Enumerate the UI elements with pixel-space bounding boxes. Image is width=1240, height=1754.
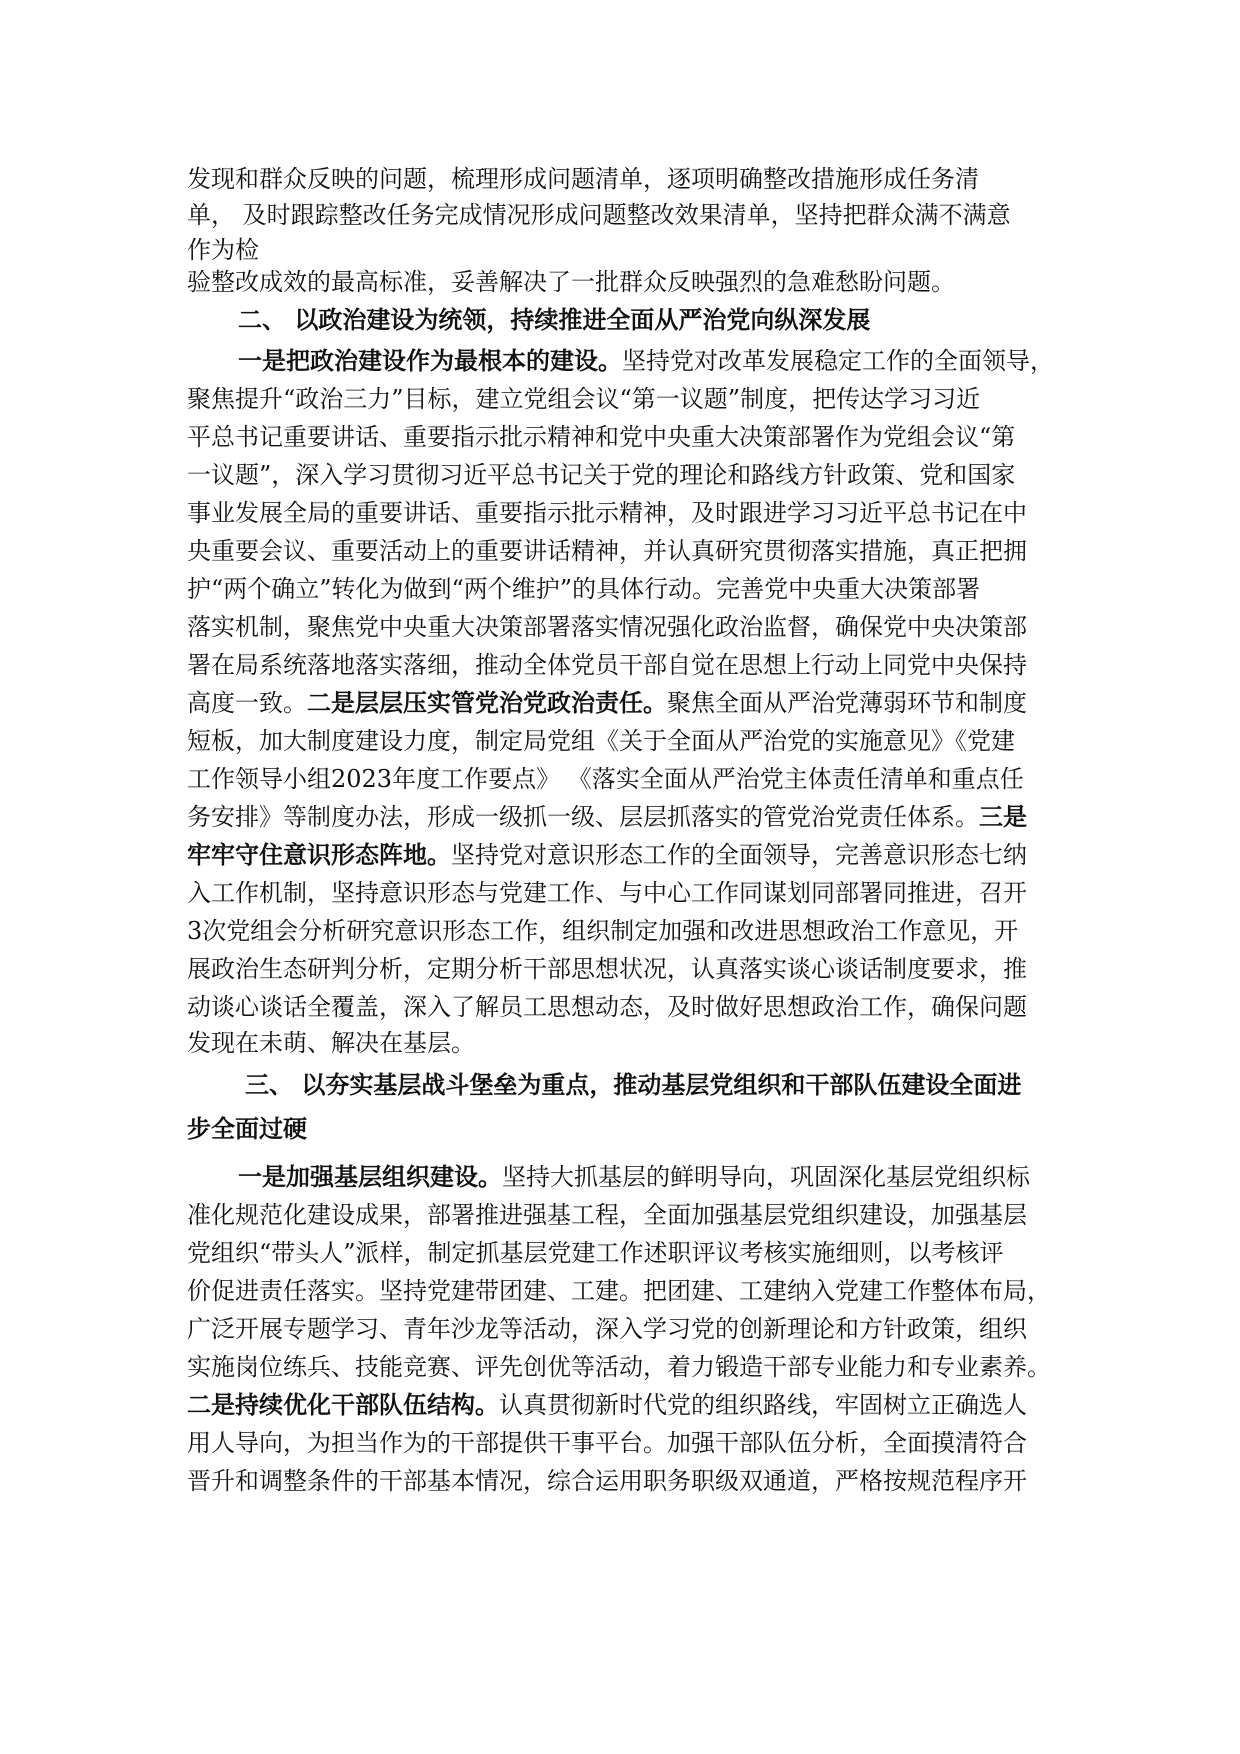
item-title: 一是加强基层组织建设。 [238, 1162, 502, 1191]
paragraph-line: 动谈心谈话全覆盖，深入了解员工思想动态，及时做好思想政治工作，确保问题 [187, 993, 1027, 1021]
paragraph-line: 用人导向，为担当作为的干部提供干事平台。加强干部队伍分析，全面摸清符合 [187, 1429, 1027, 1457]
paragraph-line: 党组织“带头人”派样，制定抓基层党建工作述职评议考核实施细则，以考核评 [187, 1239, 1004, 1267]
paragraph-line: 一议题”，深入学习贯彻习近平总书记关于党的理论和路线方针政策、党和国家 [187, 461, 1016, 489]
paragraph-line: 工作领导小组2023年度工作要点》 《落实全面从严治党主体责任清单和重点任 [187, 765, 1024, 793]
paragraph-line: 一是加强基层组织建设。坚持大抓基层的鲜明导向，巩固深化基层党组织标 [238, 1162, 1030, 1191]
item-title: 二是持续优化干部队伍结构。 [187, 1390, 499, 1419]
paragraph-line: 实施岗位练兵、技能竞赛、评先创优等活动，着力锻造干部专业能力和专业素养。 [187, 1353, 1051, 1381]
paragraph-line: 发现在未萌、解决在基层。 [187, 1029, 475, 1057]
paragraph-line: 准化规范化建设成果，部署推进强基工程，全面加强基层党组织建设，加强基层 [187, 1201, 1027, 1229]
paragraph-line: 作为检 [187, 236, 259, 264]
paragraph-line: 护“两个确立”转化为做到“两个维护”的具体行动。完善党中央重大决策部署 [187, 575, 981, 603]
paragraph-line: 聚焦提升“政治三力”目标，建立党组会议“第一议题”制度，把传达学习习近 [187, 385, 981, 413]
paragraph-line: 二是持续优化干部队伍结构。认真贯彻新时代党的组织路线，牢固树立正确选人 [187, 1390, 1027, 1419]
paragraph-line: 高度一致。二是层层压实管党治党政治责任。聚焦全面从严治党薄弱环节和制度 [187, 688, 1027, 717]
paragraph-line: 平总书记重要讲话、重要指示批示精神和党中央重大决策部署作为党组会议“第 [187, 423, 1016, 451]
item-title: 二是层层压实管党治党政治责任。 [307, 688, 667, 717]
paragraph-line: 入工作机制，坚持意识形态与党建工作、与中心工作同谋划同部署同推进，召开 [187, 879, 1027, 907]
paragraph-line: 短板，加大制度建设力度，制定局党组《关于全面从严治党的实施意见》《党建 [187, 727, 1015, 755]
item-title: 牢牢守住意识形态阵地。 [187, 840, 451, 869]
paragraph-line: 发现和群众反映的问题，梳理形成问题清单，逐项明确整改措施形成任务清 [187, 165, 979, 193]
paragraph-line: 牢牢守住意识形态阵地。坚持党对意识形态工作的全面领导，完善意识形态七纳 [187, 840, 1027, 869]
paragraph-line: 单， 及时跟踪整改任务完成情况形成问题整改效果清单，坚持把群众满不满意 [187, 201, 1011, 229]
paragraph-line: 央重要会议、重要活动上的重要讲话精神，并认真研究贯彻落实措施，真正把拥 [187, 537, 1027, 565]
paragraph-line: 广泛开展专题学习、青年沙龙等活动，深入学习党的创新理论和方针政策，组织 [187, 1315, 1027, 1343]
paragraph-line: 晋升和调整条件的干部基本情况，综合运用职务职级双通道，严格按规范程序开 [187, 1467, 1027, 1495]
paragraph-line: 事业发展全局的重要讲话、重要指示批示精神，及时跟进学习习近平总书记在中 [187, 499, 1027, 527]
section-heading-3-cont: 步全面过硬 [187, 1114, 307, 1143]
paragraph-line: 验整改成效的最高标准，妥善解决了一批群众反映强烈的急难愁盼问题。 [187, 268, 955, 296]
section-heading-2: 二、 以政治建设为统领，持续推进全面从严治党向纵深发展 [238, 305, 871, 334]
item-title: 三是 [979, 802, 1027, 831]
item-title: 一是把政治建设作为最根本的建设。 [238, 346, 622, 375]
paragraph-line: 展政治生态研判分析，定期分析干部思想状况，认真落实谈心谈话制度要求，推 [187, 955, 1027, 983]
paragraph-line: 落实机制，聚焦党中央重大决策部署落实情况强化政治监督，确保党中央决策部 [187, 613, 1027, 641]
paragraph-line: 3次党组会分析研究意识形态工作，组织制定加强和改进思想政治工作意见，开 [187, 917, 1019, 945]
section-heading-3: 三、 以夯实基层战斗堡垒为重点，推动基层党组织和干部队伍建设全面进 [245, 1070, 1022, 1099]
paragraph-line: 一是把政治建设作为最根本的建设。坚持党对改革发展稳定工作的全面领导， [238, 346, 1054, 375]
paragraph-line: 价促进责任落实。坚持党建带团建、工建。把团建、工建纳入党建工作整体布局， [187, 1277, 1051, 1305]
paragraph-line: 署在局系统落地落实落细，推动全体党员干部自觉在思想上行动上同党中央保持 [187, 651, 1027, 679]
paragraph-line: 务安排》等制度办法，形成一级抓一级、层层抓落实的管党治党责任体系。三是 [187, 802, 1027, 831]
